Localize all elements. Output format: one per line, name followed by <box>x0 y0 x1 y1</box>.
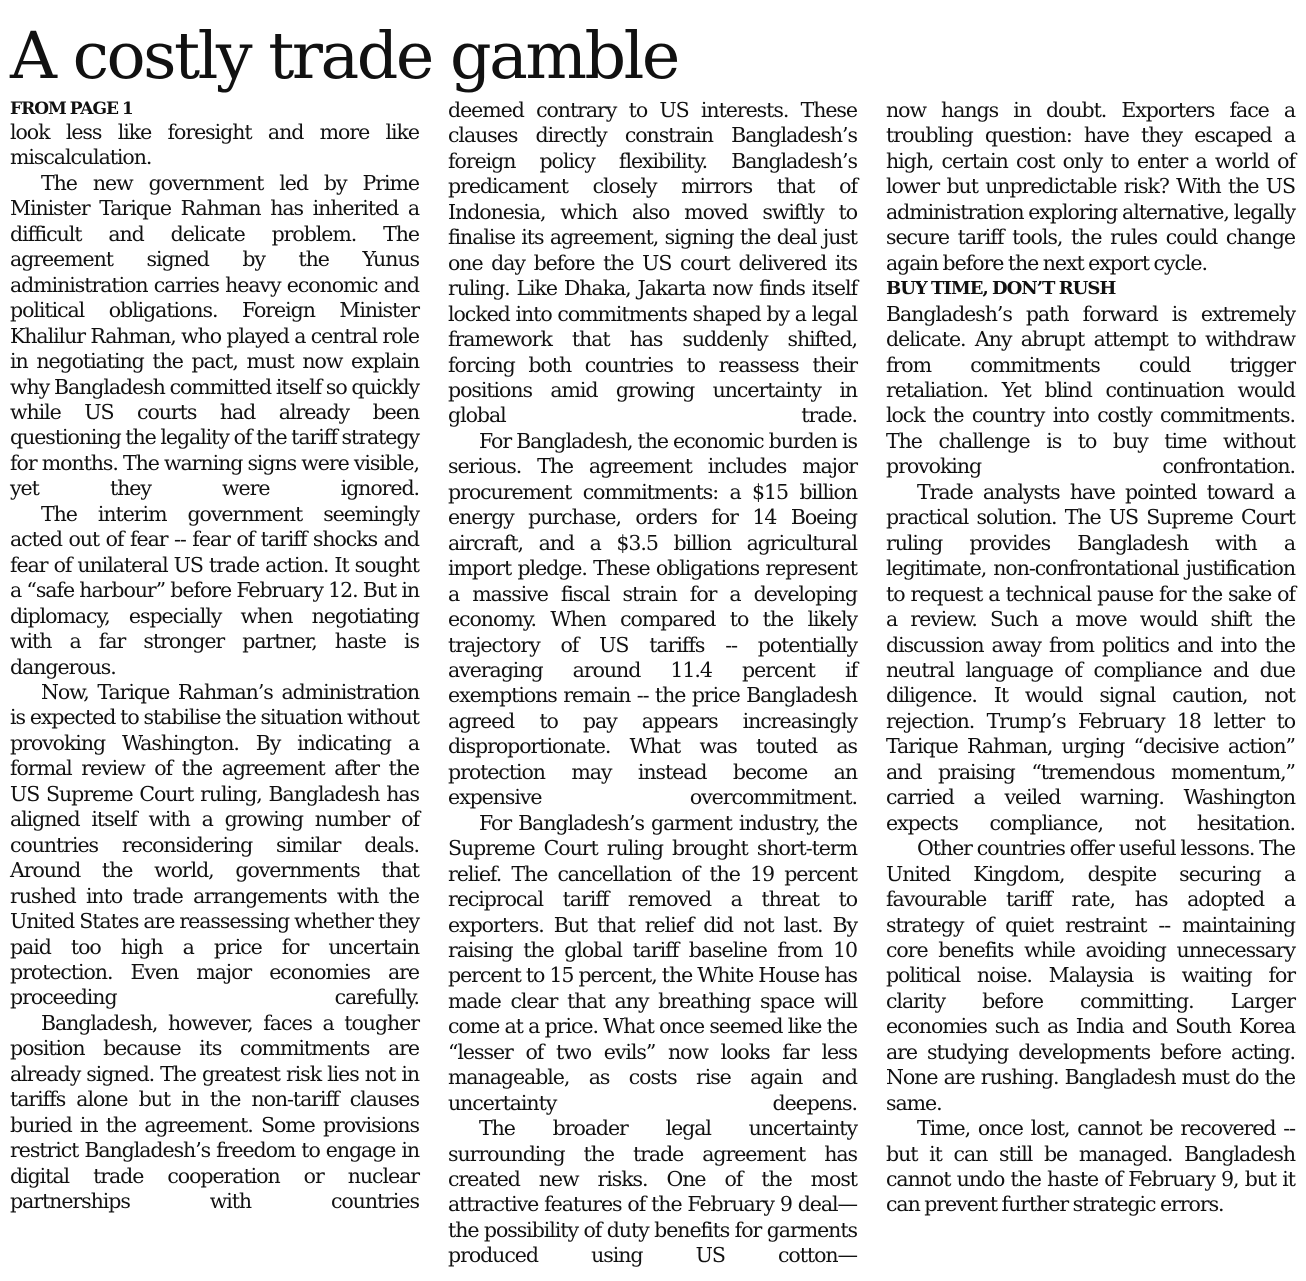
paragraph: Bangladesh, however, faces a tougher position because its commitments are already signed. The greatest risk lies not in tariffs alone but in the non-tariff clauses buried in the agreement. Some provisions restrict Bangladesh’s freedom to engage in digital trade cooperation or nuclear partnerships with countries <box>10 1010 419 1214</box>
paragraph: The interim government seemingly acted out of fear -- fear of tariff shocks and fear of unilateral US trade action. It sought a “safe harbour” before February 12. But in diplomacy, especially when negotiating with a far stronger partner, haste is dangerous. <box>10 501 419 679</box>
paragraph: The new government led by Prime Minister Tarique Rahman has inherited a difficult and delicate problem. The agreement signed by the Yunus administration carries heavy economic and political obligations. Foreign Minister Khalilur Rahman, who played a central role in negotiating the pact, must now explain why Bangladesh committed itself so quickly while US courts had already been questioning the legality of the tariff strategy for months. The warning signs were visible, yet they were ignored. <box>10 170 419 501</box>
article-column-1 <box>10 98 419 1214</box>
paragraph: Other countries offer useful lessons. The United Kingdom, despite securing a favourable tariff rate, has adopted a strategy of quiet restraint -- maintaining core benefits while avoiding unnecessary political noise. Malaysia is waiting for clarity before committing. Larger economies such as India and South Korea are studying developments before acting. None are rushing. Bangladesh must do the same. <box>886 836 1295 1115</box>
continuation-kicker: FROM PAGE 1 <box>10 99 133 119</box>
paragraph: For Bangladesh’s garment industry, the Supreme Court ruling brought short-term relief. The cancellation of the 19 percent reciprocal tariff removed a threat to exporters. But that relief did not last. By raising the global tariff baseline from 10 percent to 15 percent, the White House has made clear that any breathing space will come at a price. What once seemed like the “lesser of two evils” now looks far less manageable, as costs rise again and uncertainty deepens. <box>448 810 857 1115</box>
headline: A costly trade gamble <box>10 19 678 94</box>
paragraph: For Bangladesh, the economic burden is serious. The agreement includes major procurement commitments: a $15 billion energy purchase, orders for 14 Boeing aircraft, and a $3.5 billion agricultural import pledge. These obligations represent a massive fiscal strain for a developing economy. When compared to the likely trajectory of US tariffs -- potentially averaging around 11.4 percent if exemptions remain -- the price Bangladesh agreed to pay appears increasingly disproportionate. What was touted as protection may instead become an expensive overcommitment. <box>448 428 857 810</box>
paragraph: deemed contrary to US interests. These clauses directly constrain Bangladesh’s foreign policy flexibility. Bangladesh’s predicament closely mirrors that of Indonesia, which also moved swiftly to finalise its agreement, signing the deal just one day before the US court delivered its ruling. Like Dhaka, Jakarta now finds itself locked into commitments shaped by a legal framework that has suddenly shifted, forcing both countries to reassess their positions amid growing uncertainty in global trade. <box>448 98 857 428</box>
article-column-2 <box>448 98 857 1269</box>
paragraph: now hangs in doubt. Exporters face a troubling question: have they escaped a high, certain cost only to enter a world of lower but unpredictable risk? With the US administration exploring alternative, legally secure tariff tools, the rules could change again before the next export cycle. <box>886 98 1295 275</box>
paragraph: look less like foresight and more like miscalculation. <box>10 120 419 170</box>
paragraph: Time, once lost, cannot be recovered -- but it can still be managed. Bangladesh cannot undo the haste of February 9, but it can prevent further strategic errors. <box>886 1116 1295 1217</box>
paragraph: Trade analysts have pointed toward a practical solution. The US Supreme Court ruling provides Bangladesh with a legitimate, non-confrontational justification to request a technical pause for the sake of a review. Such a move would shift the discussion away from politics and into the neutral language of compliance and due diligence. It would signal caution, not rejection. Trump’s February 18 letter to Tarique Rahman, urging “decisive action” and praising “tremendous momentum,” carried a veiled warning. Washington expects compliance, not hesitation. <box>886 479 1295 835</box>
paragraph: Bangladesh’s path forward is extremely delicate. Any abrupt attempt to withdraw from commitments could trigger retaliation. Yet blind continuation would lock the country into costly commitments. The challenge is to buy time without provoking confrontation. <box>886 301 1295 479</box>
article-column-3 <box>886 98 1295 1218</box>
paragraph: Now, Tarique Rahman’s administration is expected to stabilise the situation without provoking Washington. By indicating a formal review of the agreement after the US Supreme Court ruling, Bangladesh has aligned itself with a growing number of countries reconsidering similar deals. Around the world, governments that rushed into trade arrangements with the United States are reassessing whether they paid too high a price for uncertain protection. Even major economies are proceeding carefully. <box>10 679 419 1010</box>
paragraph: The broader legal uncertainty surrounding the trade agreement has created new risks. One of the most attractive features of the February 9 deal—the possibility of duty benefits for garments produced using US cotton— <box>448 1116 857 1268</box>
section-subhead: BUY TIME, DON’T RUSH <box>886 278 1116 300</box>
